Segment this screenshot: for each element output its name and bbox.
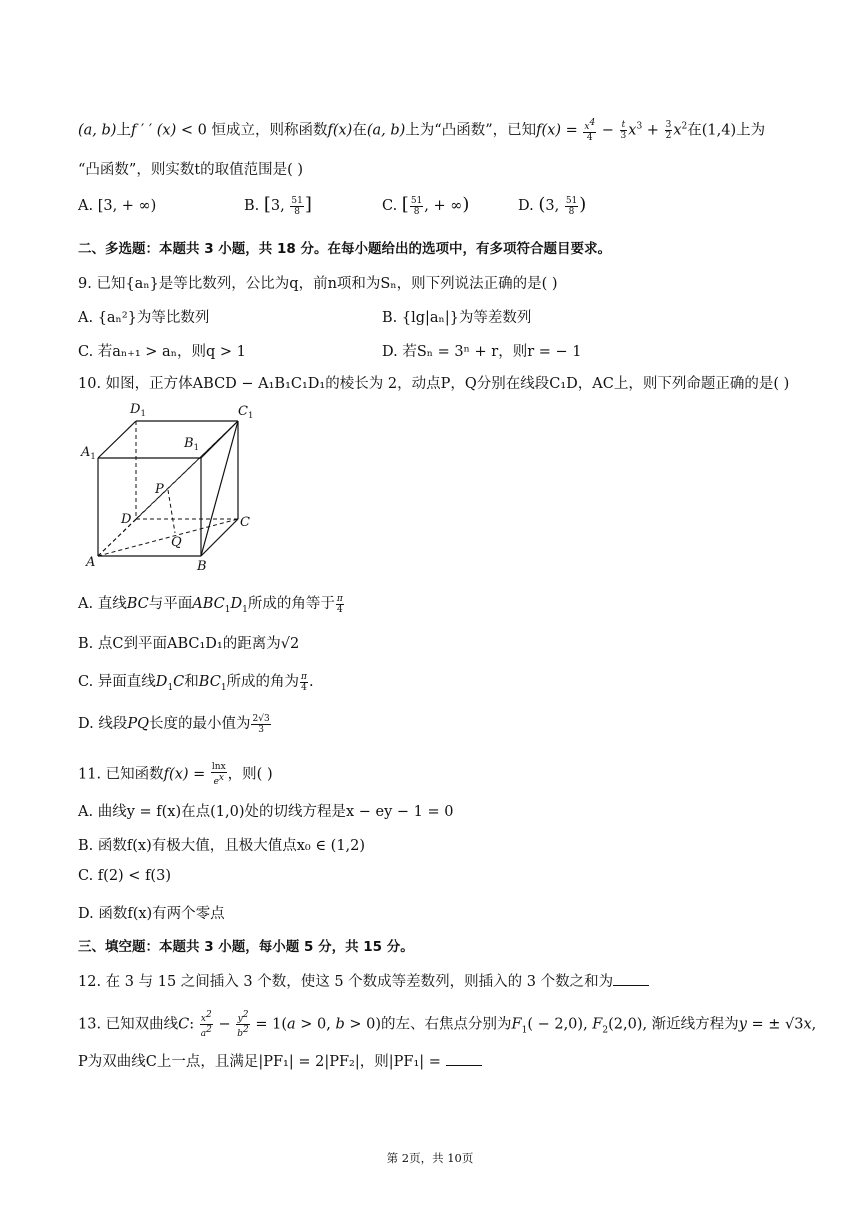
fraction-x4-over-4: $\frac{x^4}{4}$ (584, 118, 596, 143)
label-a: A (86, 555, 96, 570)
q8-option-d: D. (3, $\frac{51}{8}$ ) (518, 194, 587, 217)
page-footer: 第 2页，共 10页 (386, 1151, 474, 1165)
q10-option-b: B. 点C到平面ABC₁D₁的距离为√2 (78, 636, 300, 652)
section-2-heading: 二、多选题：本题共 3 小题，共 18 分。在每小题给出的选项中，有多项符合题目要求。 (78, 241, 611, 257)
fraction-3-over-2: $\frac{3}{2}$ (665, 120, 672, 141)
q11-option-b: B. 函数f(x)有极大值，且极大值点x₀ ∈ (1,2) (78, 838, 366, 854)
label-b: B (197, 559, 207, 574)
q8-option-b: B. [3, $\frac{51}{8}$ ] (244, 194, 312, 217)
label-q: Q (171, 535, 182, 550)
q11-stem: 11. 已知函数f(x) = $\frac{\ln x}{e^x}$ ，则( ) (78, 762, 273, 787)
q9-option-a: A. {aₙ²}为等比数列 (78, 310, 210, 326)
label-c: C (240, 515, 250, 530)
q12 (78, 970, 649, 991)
q10-stem: 10. 如图，正方体ABCD − A₁B₁C₁D₁的棱长为 2，动点P，Q分别在线段C₁D，AC上，则下列命题正确的是( ) (78, 376, 790, 392)
q8-option-a: A. [3, + ∞) (78, 198, 157, 214)
q9-option-c: C. 若aₙ₊₁ > aₙ，则q > 1 (78, 344, 246, 360)
q10-option-a: A. 直线BC与平面$ABC_1D_1$所成的角等于 $\frac{\pi}{4}$ (78, 593, 343, 615)
label-a1: $A_1$ (81, 445, 96, 462)
q11-option-c: C. f(2) < f(3) (78, 868, 171, 884)
q8-line1: (a, b)上f ′ ′ (x) < 0 恒成立，则称函数f(x)在(a, b)上为“凸函数”，已知f(x) = $\frac{x^4}{4}$ − $\frac{t}{3}$ $x^3$ + $\frac{3}{2}$ $x^2$在(1,4)上为 (78, 118, 766, 143)
q12-text: 12. 在 3 与 15 之间插入 3 个数，使这 5 个数成等差数列，则插入的 3 个数之和为 (78, 974, 614, 990)
q9-stem: 9. 已知{aₙ}是等比数列，公比为q，前n项和为Sₙ，则下列说法正确的是( ) (78, 276, 558, 292)
q8-line2: “凸函数”，则实数t的取值范围是( ) (78, 162, 304, 178)
q8-option-c: C. [ $\frac{51}{8}$ , + ∞) (382, 194, 470, 217)
fraction-t-over-3: $\frac{t}{3}$ (620, 120, 627, 141)
q10-option-c: C. 异面直线$D_1C$和$BC_1$所成的角为 $\frac{\pi}{4}$ . (78, 671, 314, 693)
q13-line2 (78, 1050, 482, 1071)
q9-option-b: B. {lg|aₙ|}为等差数列 (382, 310, 532, 326)
q9-option-d: D. 若Sₙ = 3ⁿ + r，则r = − 1 (382, 344, 582, 360)
q13-line1: 13. 已知双曲线C: $\frac{x^2}{a^2}$ − $\frac{y^2}{b^2}$ = 1(a > 0, b > 0)的左、右焦点分别为$F_1( - 2,0)$, $F_2(2,0)$, 渐近线方程为y = ± √3x, (78, 1010, 817, 1039)
label-d: D (121, 512, 132, 527)
q13-answer-blank (446, 1053, 482, 1066)
q11-option-d: D. 函数f(x)有两个零点 (78, 906, 225, 922)
label-c1: $C_1$ (238, 404, 254, 421)
label-b1: $B_1$ (184, 436, 199, 453)
q12-answer-blank (613, 973, 649, 986)
q13-line2-text: P为双曲线C上一点，且满足|PF₁| = 2|PF₂|，则|PF₁| = (78, 1054, 446, 1070)
label-p: P (155, 482, 164, 497)
q11-option-a: A. 曲线y = f(x)在点(1,0)处的切线方程是x − ey − 1 = 0 (78, 804, 454, 820)
label-d1: $D_1$ (130, 402, 146, 419)
section-3-heading: 三、填空题：本题共 3 小题，每小题 5 分，共 15 分。 (78, 939, 414, 955)
cube-figure (78, 398, 268, 578)
q10-option-d: D. 线段PQ长度的最小值为 $\frac{2√3}{3}$ (78, 713, 270, 735)
